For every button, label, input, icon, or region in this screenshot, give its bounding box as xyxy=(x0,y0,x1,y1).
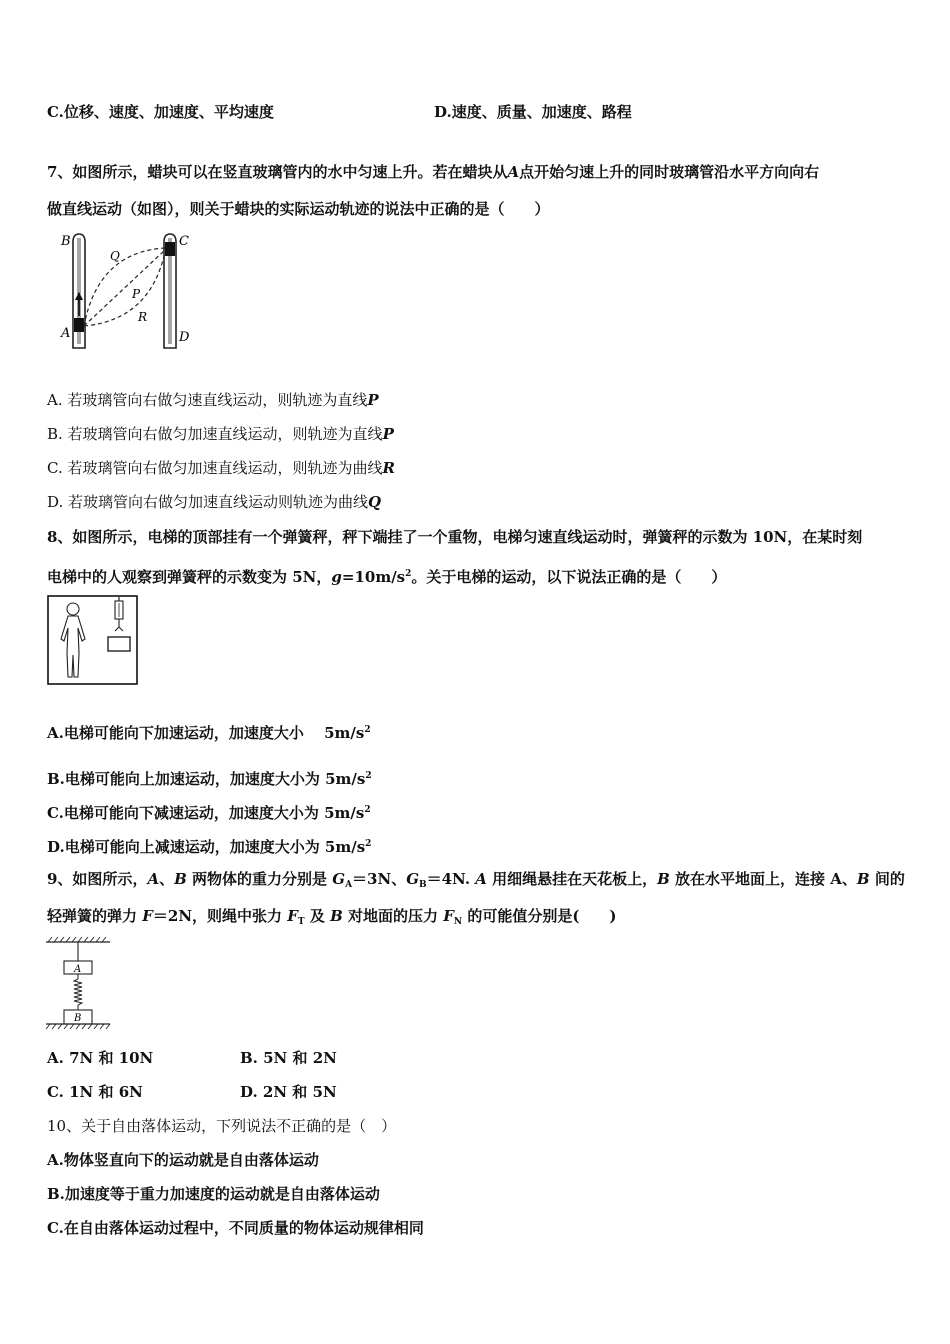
label-q: Q xyxy=(110,249,120,263)
q7-option-d: D. 若玻璃管向右做匀加速直线运动则轨迹为曲线Q xyxy=(47,493,382,511)
wax-block-c xyxy=(165,242,175,256)
q6-option-d: D.速度、质量、加速度、路程 xyxy=(434,103,632,121)
label-c: C xyxy=(179,234,189,249)
q10-option-a: A.物体竖直向下的运动就是自由落体运动 xyxy=(47,1151,319,1169)
label-r: R xyxy=(138,310,148,324)
elevator-box xyxy=(48,596,137,684)
right-tube xyxy=(164,234,176,348)
q10-option-b: B.加速度等于重力加速度的运动就是自由落体运动 xyxy=(47,1185,380,1203)
q9-option-c: C. 1N 和 6N xyxy=(47,1083,143,1101)
ceiling-hatch xyxy=(46,937,110,942)
q6-option-c: C.位移、速度、加速度、平均速度 xyxy=(47,103,274,121)
spring xyxy=(74,974,82,1010)
q10-option-c: C.在自由落体运动过程中，不同质量的物体运动规律相同 xyxy=(47,1219,424,1237)
q9-stem-line2: 轻弹簧的弹力 F＝2N，则绳中张力 $F_T$ 及 B 对地面的压力 $F_N$ 的可能值分别是( ) xyxy=(47,907,617,927)
q9-stem-line1: 9、如图所示，A、B 两物体的重力分别是 $G_A=3N$、$G_B=4N$. A 用细绳悬挂在天花板上，B 放在水平地面上，连接 A、B 间的 xyxy=(47,870,905,890)
q8-option-a: A.电梯可能向下加速运动，加速度大小 $5m/s^2$ xyxy=(47,724,371,742)
q7-option-c: C. 若玻璃管向右做匀加速直线运动，则轨迹为曲线R xyxy=(47,459,395,477)
q9-spring-figure xyxy=(44,936,116,1032)
q8-option-c: C.电梯可能向下减速运动，加速度大小为 $5m/s^2$ xyxy=(47,804,371,822)
q8-option-d: D.电梯可能向上减速运动，加速度大小为 $5m/s^2$ xyxy=(47,838,372,856)
q8-elevator-figure xyxy=(47,595,139,686)
label-d: D xyxy=(179,330,190,345)
block-b-label: B xyxy=(74,1013,82,1024)
label-p: P xyxy=(132,287,141,301)
q8-option-b: B.电梯可能向上加速运动，加速度大小为 $5m/s^2$ xyxy=(47,770,372,788)
q8-stem-line2: 电梯中的人观察到弹簧秤的示数变为 5N，$g=10m/s^2$。关于电梯的运动，以下说法正确的是（ ） xyxy=(47,568,727,586)
left-tube xyxy=(73,234,85,348)
label-b: B xyxy=(61,234,71,249)
q7-option-b: B. 若玻璃管向右做匀加速直线运动，则轨迹为直线P xyxy=(47,425,394,443)
q9-option-b: B. 5N 和 2N xyxy=(240,1049,337,1067)
q8-stem-line1: 8、如图所示，电梯的顶部挂有一个弹簧秤，秤下端挂了一个重物，电梯匀速直线运动时，弹簧秤的示数为 10N，在某时刻 xyxy=(47,528,863,546)
ground-hatch xyxy=(46,1024,110,1029)
q7-stem-line2: 做直线运动（如图），则关于蜡块的实际运动轨迹的说法中正确的是（ ） xyxy=(47,200,550,218)
trajectory-p xyxy=(84,250,165,326)
q7-option-a: A. 若玻璃管向右做匀速直线运动，则轨迹为直线P xyxy=(47,391,379,409)
q7-stem-line1: 7、如图所示，蜡块可以在竖直玻璃管内的水中匀速上升。若在蜡块从A点开始匀速上升的同时玻璃管沿水平方向向右 xyxy=(47,163,820,181)
q9-option-d: D. 2N 和 5N xyxy=(240,1083,337,1101)
q9-option-a: A. 7N 和 10N xyxy=(47,1049,154,1067)
q7-glass-tube-figure xyxy=(58,230,198,354)
wax-block-a xyxy=(74,318,84,332)
label-a: A xyxy=(61,326,71,341)
q10-stem: 10、关于自由落体运动，下列说法不正确的是（ ） xyxy=(47,1117,397,1135)
block-a-label: A xyxy=(74,964,82,975)
